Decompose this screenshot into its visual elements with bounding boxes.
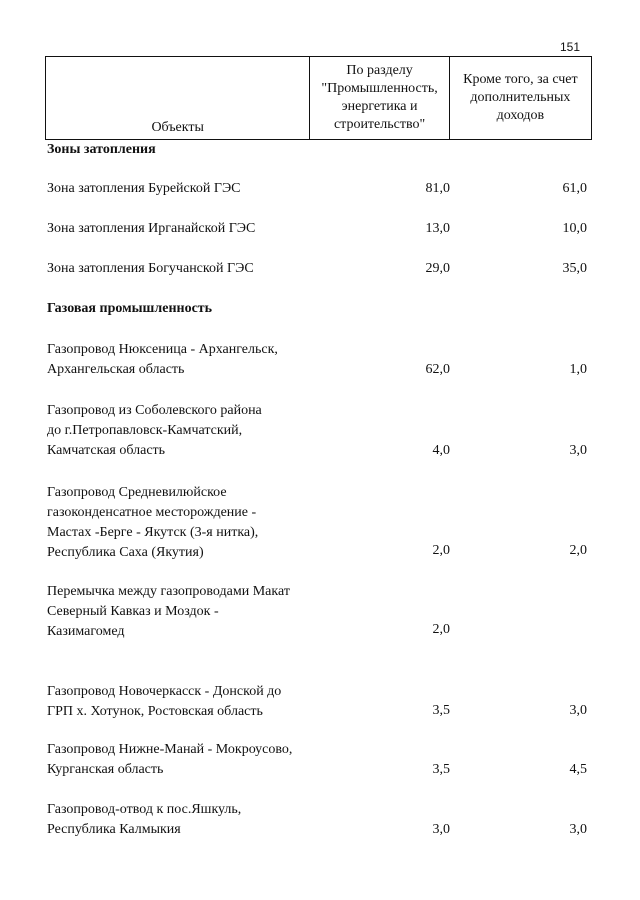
- row-name-line: Газопровод из Соболевского района: [47, 403, 262, 418]
- row-name-line: Перемычка между газопроводами Макат: [47, 584, 290, 599]
- row-value-section: 3,5: [432, 703, 450, 718]
- row-value-extra: 2,0: [569, 543, 587, 558]
- row-name-line: Газопровод Нижне-Манай - Мокроусово,: [47, 742, 293, 757]
- row-value-extra: 1,0: [569, 362, 587, 377]
- row-name-line: Курганская область: [47, 762, 164, 777]
- column-header-objects-label: Объекты: [151, 120, 204, 135]
- row-value-section: 3,5: [432, 762, 450, 777]
- column-header-section: [310, 57, 449, 140]
- row-name-line: Республика Саха (Якутия): [47, 545, 204, 560]
- row-name-line: Газопровод-отвод к пос.Яшкуль,: [47, 802, 242, 817]
- row-name-line: Мастах -Берге - Якутск (3-я нитка),: [47, 525, 259, 540]
- row-value-extra: 35,0: [562, 261, 587, 276]
- row-name: [47, 401, 310, 461]
- row-name: [47, 800, 310, 840]
- table-header: [45, 56, 592, 140]
- row-value-section: 29,0: [425, 261, 450, 276]
- row-value-extra: 3,0: [569, 822, 587, 837]
- row-value-extra: 3,0: [569, 703, 587, 718]
- row-name: [47, 740, 310, 780]
- row-value-extra: 10,0: [562, 221, 587, 236]
- row-value-extra: 61,0: [562, 181, 587, 196]
- column-header-section-line: строительство": [333, 117, 426, 132]
- row-name-line: газоконденсатное месторождение -: [47, 505, 257, 520]
- column-header-section-line: энергетика и: [341, 99, 418, 114]
- column-header-extra-line: Кроме того, за счет: [463, 72, 578, 87]
- row-name: [47, 483, 310, 563]
- column-header-section-line: По разделу: [346, 63, 413, 78]
- column-header-objects: [46, 57, 310, 140]
- column-header-section-line: "Промышленность,: [321, 81, 438, 96]
- row-name-line: ГРП х. Хотунок, Ростовская область: [47, 704, 263, 719]
- column-header-extra-line: дополнительных: [470, 90, 571, 105]
- row-name: Зона затопления Ирганайской ГЭС: [47, 221, 256, 236]
- row-value-section: 62,0: [425, 362, 450, 377]
- column-header-extra-income: [449, 57, 591, 140]
- row-name-line: Северный Кавказ и Моздок -: [47, 604, 219, 619]
- row-value-section: 4,0: [432, 443, 450, 458]
- row-value-extra: 4,5: [569, 762, 587, 777]
- row-name-line: до г.Петропавловск-Камчатский,: [47, 423, 243, 438]
- row-name: Зона затопления Богучанской ГЭС: [47, 261, 254, 276]
- row-name: Зона затопления Бурейской ГЭС: [47, 181, 241, 196]
- row-name-line: Газопровод Новочеркасск - Донской до: [47, 684, 282, 699]
- row-name-line: Республика Калмыкия: [47, 822, 181, 837]
- row-name-line: Газопровод Средневилюйское: [47, 485, 227, 500]
- row-value-extra: 3,0: [569, 443, 587, 458]
- row-value-section: 2,0: [432, 622, 450, 637]
- row-name: [47, 582, 310, 642]
- page-number: 151: [559, 40, 580, 54]
- row-name-line: Казимагомед: [47, 624, 125, 639]
- row-name-line: Архангельская область: [47, 362, 185, 377]
- row-value-section: 81,0: [425, 181, 450, 196]
- section-title: Зоны затопления: [47, 142, 156, 157]
- row-value-section: 3,0: [432, 822, 450, 837]
- row-value-section: 2,0: [432, 543, 450, 558]
- row-name-line: Камчатская область: [47, 443, 166, 458]
- row-name: [47, 340, 310, 380]
- column-header-extra-line: доходов: [496, 108, 545, 123]
- row-name-line: Газопровод Нюксеница - Архангельск,: [47, 342, 278, 357]
- row-value-section: 13,0: [425, 221, 450, 236]
- section-title: Газовая промышленность: [47, 301, 213, 316]
- row-name: [47, 682, 310, 722]
